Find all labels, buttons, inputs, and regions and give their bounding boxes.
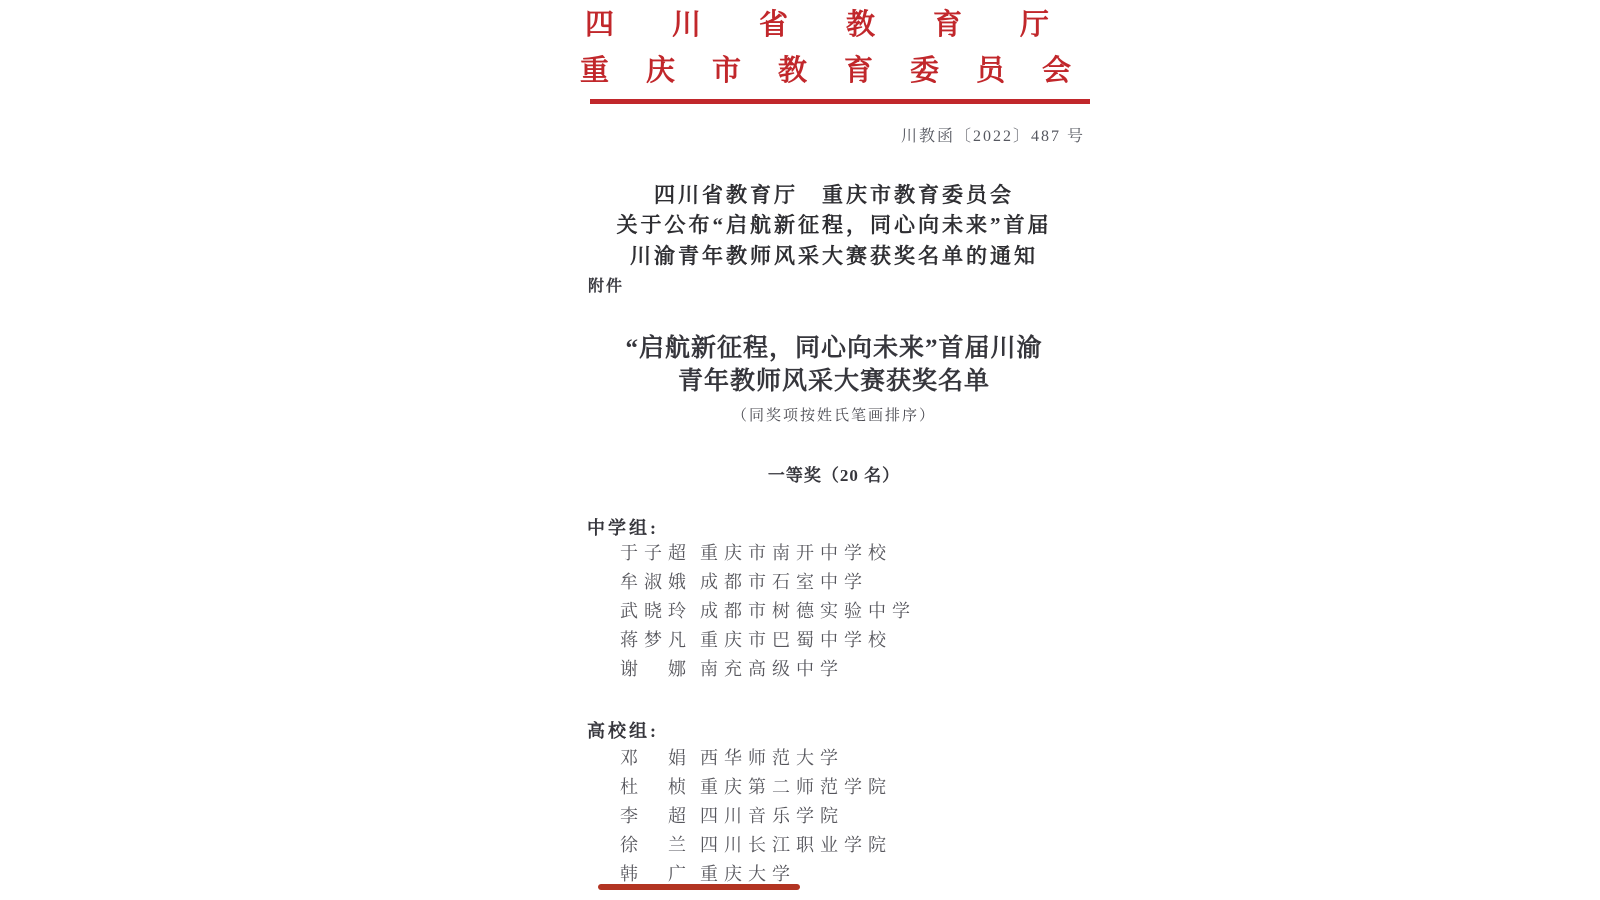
notice-title-line2: 关于公布“启航新征程，同心向未来”首届 [616, 213, 1052, 237]
group-label-middle-school: 中学组: [587, 518, 659, 538]
document-body [578, 0, 1109, 900]
winner-school: 成都市树德实验中学 [700, 601, 916, 621]
winner-row [620, 777, 892, 798]
winner-row [620, 659, 844, 680]
attachment-title-line1: “启航新征程，同心向未来”首届川渝 [625, 335, 1043, 362]
attachment-label: 附件 [588, 278, 625, 295]
winner-name: 李 超 [620, 806, 692, 826]
winner-name: 韩 广 [620, 864, 692, 884]
winner-row [620, 630, 892, 651]
notice-title-line1: 四川省教育厅 重庆市教育委员会 [654, 183, 1014, 207]
group-label-university: 高校组: [587, 721, 659, 741]
winner-row [620, 835, 892, 856]
winner-row [620, 806, 844, 827]
winner-school: 重庆第二师范学院 [700, 777, 892, 797]
notice-title-line3: 川渝青年教师风采大赛获奖名单的通知 [630, 244, 1038, 268]
highlight-underline [598, 884, 800, 890]
letterhead-org-line1: 四川省教育厅 [585, 9, 1108, 41]
winner-row [620, 601, 916, 622]
sort-note: （同奖项按姓氏笔画排序） [731, 408, 936, 424]
award-title: 一等奖（20 名） [767, 466, 901, 485]
winner-school: 四川长江职业学院 [700, 835, 892, 855]
letterhead-rule [590, 99, 1090, 104]
winner-school: 重庆市南开中学校 [700, 543, 892, 563]
winner-row [620, 748, 844, 769]
winner-name: 蒋梦凡 [620, 630, 692, 650]
letterhead-org-line2: 重庆市教育委员会 [580, 55, 1109, 87]
winner-school: 南充高级中学 [700, 659, 844, 679]
winner-row [620, 864, 796, 885]
winner-name: 武晓玲 [620, 601, 692, 621]
winner-school: 西华师范大学 [700, 748, 844, 768]
winner-name: 徐 兰 [620, 835, 692, 855]
winner-name: 牟淑娥 [620, 572, 692, 592]
attachment-title-line2: 青年教师风采大赛获奖名单 [677, 368, 990, 395]
winner-name: 杜 桢 [620, 777, 692, 797]
winner-school: 成都市石室中学 [700, 572, 868, 592]
winner-school: 四川音乐学院 [700, 806, 844, 826]
winner-school: 重庆大学 [700, 864, 796, 884]
winner-row [620, 543, 892, 564]
winner-school: 重庆市巴蜀中学校 [700, 630, 892, 650]
winner-name: 邓 娟 [620, 748, 692, 768]
winner-name: 于子超 [620, 543, 692, 563]
winner-name: 谢 娜 [620, 659, 692, 679]
document-number: 川教函〔2022〕487 号 [900, 128, 1085, 145]
winner-row [620, 572, 868, 593]
